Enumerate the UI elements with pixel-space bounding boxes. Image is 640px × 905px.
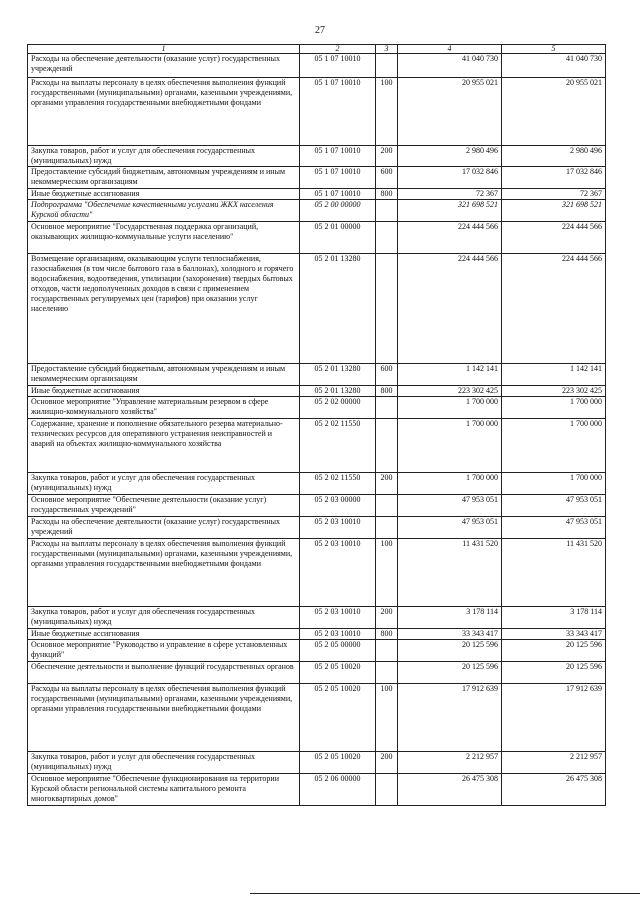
table-row bbox=[28, 200, 606, 222]
table-row bbox=[28, 419, 606, 473]
row-amount-1: 41 040 730 bbox=[398, 54, 502, 78]
row-amount-2: 1 700 000 bbox=[502, 419, 606, 473]
row-amount-1: 223 302 425 bbox=[398, 386, 502, 397]
row-amount-1: 224 444 566 bbox=[398, 254, 502, 364]
row-code: 05 1 07 10010 bbox=[300, 54, 376, 78]
row-amount-2: 224 444 566 bbox=[502, 222, 606, 254]
row-amount-2: 1 700 000 bbox=[502, 397, 606, 419]
table-row bbox=[28, 254, 606, 364]
row-expense-type: 600 bbox=[376, 364, 398, 386]
row-expense-type: 600 bbox=[376, 167, 398, 189]
row-name: Основное мероприятие "Государственная поддержка организаций, оказывающих жилищно-коммунальные услуги населению" bbox=[28, 222, 300, 254]
row-amount-2: 1 142 141 bbox=[502, 364, 606, 386]
row-amount-2: 2 212 957 bbox=[502, 752, 606, 774]
row-name: Закупка товаров, работ и услуг для обеспечения государственных (муниципальных) нужд bbox=[28, 607, 300, 629]
row-name: Закупка товаров, работ и услуг для обеспечения государственных (муниципальных) нужд bbox=[28, 473, 300, 495]
row-expense-type: 800 bbox=[376, 386, 398, 397]
row-amount-1: 20 125 596 bbox=[398, 640, 502, 662]
row-amount-1: 2 980 496 bbox=[398, 146, 502, 167]
row-expense-type bbox=[376, 640, 398, 662]
row-expense-type: 200 bbox=[376, 607, 398, 629]
row-expense-type bbox=[376, 495, 398, 517]
row-expense-type bbox=[376, 517, 398, 539]
row-amount-2: 47 953 051 bbox=[502, 495, 606, 517]
row-amount-2: 20 955 021 bbox=[502, 78, 606, 146]
table-row bbox=[28, 473, 606, 495]
row-amount-2: 1 700 000 bbox=[502, 473, 606, 495]
row-code: 05 1 07 10010 bbox=[300, 78, 376, 146]
row-code: 05 1 07 10010 bbox=[300, 167, 376, 189]
row-amount-2: 321 698 521 bbox=[502, 200, 606, 222]
row-amount-2: 3 178 114 bbox=[502, 607, 606, 629]
row-name: Закупка товаров, работ и услуг для обеспечения государственных (муниципальных) нужд bbox=[28, 752, 300, 774]
row-name: Основное мероприятие "Обеспечение деятельности (оказание услуг) государственных учреждений" bbox=[28, 495, 300, 517]
row-expense-type bbox=[376, 54, 398, 78]
row-expense-type bbox=[376, 419, 398, 473]
row-name: Основное мероприятие "Руководство и управление в сфере установленных функций" bbox=[28, 640, 300, 662]
row-code: 05 2 06 00000 bbox=[300, 774, 376, 806]
table-row bbox=[28, 222, 606, 254]
row-amount-1: 1 700 000 bbox=[398, 419, 502, 473]
row-code: 05 2 01 00000 bbox=[300, 222, 376, 254]
row-expense-type: 800 bbox=[376, 189, 398, 200]
table-row bbox=[28, 517, 606, 539]
column-header: 3 bbox=[376, 45, 398, 54]
row-code: 05 2 05 10020 bbox=[300, 752, 376, 774]
column-header: 1 bbox=[28, 45, 300, 54]
table-row bbox=[28, 684, 606, 752]
table-row bbox=[28, 54, 606, 78]
row-code: 05 1 07 10010 bbox=[300, 146, 376, 167]
row-amount-1: 2 212 957 bbox=[398, 752, 502, 774]
table-row bbox=[28, 397, 606, 419]
row-name: Расходы на выплаты персоналу в целях обеспечения выполнения функций государственными (муниципальными) органами, казенными учреждениями, органами управления государственными внебюджетными фондами bbox=[28, 684, 300, 752]
bottom-rule bbox=[250, 893, 640, 894]
row-code: 05 2 00 00000 bbox=[300, 200, 376, 222]
row-name: Расходы на обеспечение деятельности (оказание услуг) государственных учреждений bbox=[28, 54, 300, 78]
row-expense-type bbox=[376, 200, 398, 222]
row-amount-1: 17 032 846 bbox=[398, 167, 502, 189]
row-amount-2: 20 125 596 bbox=[502, 640, 606, 662]
row-expense-type: 800 bbox=[376, 629, 398, 640]
column-header: 5 bbox=[502, 45, 606, 54]
row-amount-1: 26 475 308 bbox=[398, 774, 502, 806]
row-amount-1: 11 431 520 bbox=[398, 539, 502, 607]
row-name: Расходы на выплаты персоналу в целях обеспечения выполнения функций государственными (муниципальными) органами, казенными учреждениями, органами управления государственными внебюджетными фондами bbox=[28, 539, 300, 607]
table-row bbox=[28, 752, 606, 774]
column-header: 2 bbox=[300, 45, 376, 54]
row-amount-2: 2 980 496 bbox=[502, 146, 606, 167]
row-name: Иные бюджетные ассигнования bbox=[28, 189, 300, 200]
row-name: Подпрограмма "Обеспечение качественными услугами ЖКХ населения Курской области" bbox=[28, 200, 300, 222]
row-code: 05 2 03 10010 bbox=[300, 629, 376, 640]
row-code: 05 2 05 00000 bbox=[300, 640, 376, 662]
row-expense-type: 200 bbox=[376, 752, 398, 774]
row-name: Предоставление субсидий бюджетным, автономным учреждениям и иным некоммерческим организациям bbox=[28, 167, 300, 189]
row-code: 05 2 05 10020 bbox=[300, 684, 376, 752]
table-row bbox=[28, 386, 606, 397]
row-code: 05 2 01 13280 bbox=[300, 386, 376, 397]
table-row bbox=[28, 146, 606, 167]
row-amount-2: 223 302 425 bbox=[502, 386, 606, 397]
table-row bbox=[28, 78, 606, 146]
row-expense-type: 100 bbox=[376, 539, 398, 607]
row-name: Расходы на обеспечение деятельности (оказание услуг) государственных учреждений bbox=[28, 517, 300, 539]
row-amount-1: 20 125 596 bbox=[398, 662, 502, 684]
table-row bbox=[28, 640, 606, 662]
row-code: 05 2 02 00000 bbox=[300, 397, 376, 419]
table-row bbox=[28, 189, 606, 200]
column-header: 4 bbox=[398, 45, 502, 54]
table-row bbox=[28, 774, 606, 806]
row-amount-1: 17 912 639 bbox=[398, 684, 502, 752]
row-code: 05 2 03 10010 bbox=[300, 517, 376, 539]
row-name: Основное мероприятие "Обеспечение функционирования на территории Курской области региональной системы капитального ремонта многоквартирных домов" bbox=[28, 774, 300, 806]
page-number: 27 bbox=[315, 25, 325, 36]
row-amount-2: 20 125 596 bbox=[502, 662, 606, 684]
row-name: Предоставление субсидий бюджетным, автономным учреждениям и иным некоммерческим организациям bbox=[28, 364, 300, 386]
table-row bbox=[28, 167, 606, 189]
row-amount-2: 26 475 308 bbox=[502, 774, 606, 806]
row-code: 05 2 05 10020 bbox=[300, 662, 376, 684]
table-row bbox=[28, 607, 606, 629]
row-expense-type: 100 bbox=[376, 684, 398, 752]
table-row bbox=[28, 539, 606, 607]
row-amount-1: 3 178 114 bbox=[398, 607, 502, 629]
row-code: 05 2 03 10010 bbox=[300, 539, 376, 607]
row-name: Иные бюджетные ассигнования bbox=[28, 386, 300, 397]
table-row bbox=[28, 629, 606, 640]
row-code: 05 2 03 10010 bbox=[300, 607, 376, 629]
row-amount-2: 72 367 bbox=[502, 189, 606, 200]
table-row bbox=[28, 364, 606, 386]
row-amount-1: 33 343 417 bbox=[398, 629, 502, 640]
row-code: 05 2 01 13280 bbox=[300, 364, 376, 386]
row-expense-type bbox=[376, 254, 398, 364]
row-amount-2: 47 953 051 bbox=[502, 517, 606, 539]
table-row bbox=[28, 495, 606, 517]
row-name: Расходы на выплаты персоналу в целях обеспечения выполнения функций государственными (муниципальными) органами, казенными учреждениями, органами управления государственными внебюджетными фондами bbox=[28, 78, 300, 146]
row-name: Возмещение организациям, оказывающим услуги теплоснабжения, газоснабжения (в том числе бытового газа в баллонах), холодного и горячего водоснабжения, водоотведения, утилизации (захоронения) твердых бытовых отходов, части недополученных доходов в связи с применением государственных регулируемых цен (тарифов) при оказании услуг населению bbox=[28, 254, 300, 364]
row-amount-1: 1 700 000 bbox=[398, 397, 502, 419]
row-amount-2: 11 431 520 bbox=[502, 539, 606, 607]
row-amount-1: 224 444 566 bbox=[398, 222, 502, 254]
row-amount-1: 47 953 051 bbox=[398, 495, 502, 517]
row-expense-type bbox=[376, 222, 398, 254]
row-name: Основное мероприятие "Управление материальным резервом в сфере жилищно-коммунального хозяйства" bbox=[28, 397, 300, 419]
table-header-row bbox=[28, 45, 606, 54]
row-code: 05 2 02 11550 bbox=[300, 419, 376, 473]
row-amount-1: 47 953 051 bbox=[398, 517, 502, 539]
budget-table bbox=[27, 44, 606, 806]
row-expense-type: 200 bbox=[376, 146, 398, 167]
row-expense-type bbox=[376, 662, 398, 684]
row-amount-2: 224 444 566 bbox=[502, 254, 606, 364]
row-amount-2: 17 912 639 bbox=[502, 684, 606, 752]
row-name: Обеспечение деятельности и выполнение функций государственных органов bbox=[28, 662, 300, 684]
row-code: 05 2 03 00000 bbox=[300, 495, 376, 517]
row-amount-1: 20 955 021 bbox=[398, 78, 502, 146]
row-expense-type bbox=[376, 397, 398, 419]
row-expense-type: 100 bbox=[376, 78, 398, 146]
row-amount-1: 72 367 bbox=[398, 189, 502, 200]
row-amount-1: 1 142 141 bbox=[398, 364, 502, 386]
row-amount-1: 321 698 521 bbox=[398, 200, 502, 222]
row-expense-type: 200 bbox=[376, 473, 398, 495]
row-code: 05 1 07 10010 bbox=[300, 189, 376, 200]
row-code: 05 2 02 11550 bbox=[300, 473, 376, 495]
row-expense-type bbox=[376, 774, 398, 806]
row-amount-1: 1 700 000 bbox=[398, 473, 502, 495]
row-name: Иные бюджетные ассигнования bbox=[28, 629, 300, 640]
row-name: Закупка товаров, работ и услуг для обеспечения государственных (муниципальных) нужд bbox=[28, 146, 300, 167]
table-row bbox=[28, 662, 606, 684]
row-name: Содержание, хранение и пополнение обязательного резерва материально-технических ресурсов для оперативного устранения неисправностей и аварий на объектах жилищно-коммунального хозяйства bbox=[28, 419, 300, 473]
row-amount-2: 33 343 417 bbox=[502, 629, 606, 640]
row-code: 05 2 01 13280 bbox=[300, 254, 376, 364]
row-amount-2: 41 040 730 bbox=[502, 54, 606, 78]
row-amount-2: 17 032 846 bbox=[502, 167, 606, 189]
